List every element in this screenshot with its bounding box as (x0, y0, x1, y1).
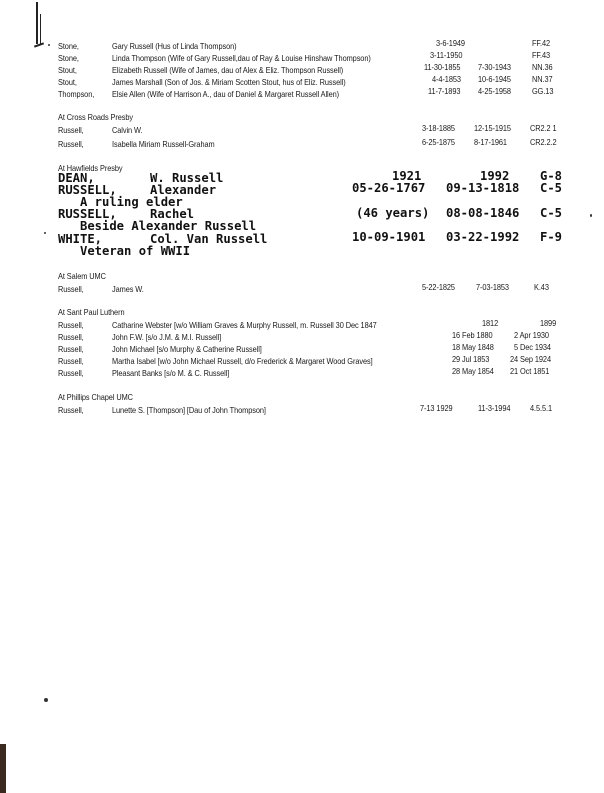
entry-died: 2 Apr 1930 (514, 330, 549, 340)
entry-text: John F.W. [s/o J.M. & M.I. Russell] (112, 332, 222, 342)
section-heading: At Salem UMC (58, 271, 106, 281)
entry-died: 4-25-1958 (478, 86, 511, 96)
entry-surname: RUSSELL, (58, 183, 117, 197)
entry-born: 6-25-1875 (422, 137, 455, 147)
entry-location: F-9 (540, 230, 563, 244)
entry-died: 8-17-1961 (474, 137, 507, 147)
scan-speck (44, 698, 48, 702)
entry-note: Veteran of WWII (80, 244, 191, 258)
entry-born: 10-09-1901 (352, 230, 426, 244)
entry-given-name: W. Russell (150, 171, 224, 185)
entry-born: 3-18-1885 (422, 123, 455, 133)
entry-text: Martha Isabel [w/o John Michael Russell, d/o Frederick & Margaret Wood Graves] (112, 356, 373, 366)
entry-text: James W. (112, 284, 144, 294)
entry-died: 21 Oct 1851 (510, 366, 550, 376)
entry-surname: Stone, (58, 53, 79, 63)
entry-surname: Russell, (58, 356, 84, 366)
entry-note: Beside Alexander Russell (80, 219, 257, 233)
scan-mark (40, 14, 41, 44)
entry-location: 4.5.5.1 (530, 403, 553, 413)
entry-born: 28 May 1854 (452, 366, 494, 376)
entry-text: James Marshall (Son of Jos. & Miriam Scotten Stout, hus of Eliz. Russell) (112, 77, 346, 87)
entry-text: John Michael [s/o Murphy & Catherine Russell] (112, 344, 262, 354)
entry-surname: Russell, (58, 332, 84, 342)
entry-born: 29 Jul 1853 (452, 354, 490, 364)
scan-speck (590, 214, 592, 217)
entry-died: 11-3-1994 (478, 403, 511, 413)
entry-surname: Russell, (58, 368, 84, 378)
entry-surname: Russell, (58, 405, 84, 415)
entry-died: 24 Sep 1924 (510, 354, 551, 364)
scan-mark (36, 2, 38, 44)
entry-location: FF.43 (532, 50, 551, 60)
entry-text: Isabella Miriam Russell-Graham (112, 139, 215, 149)
entry-given-name: Alexander (150, 183, 217, 197)
entry-born: 5-22-1825 (422, 282, 455, 292)
entry-born: 11-7-1893 (428, 86, 461, 96)
entry-text: Linda Thompson (Wife of Gary Russell,dau of Ray & Louise Hinshaw Thompson) (112, 53, 371, 63)
entry-died: 5 Dec 1934 (514, 342, 551, 352)
entry-born: 16 Feb 1880 (452, 330, 493, 340)
scan-speck (48, 44, 50, 46)
entry-note: A ruling elder (80, 195, 183, 209)
entry-location: G-8 (540, 169, 563, 183)
entry-surname: WHITE, (58, 232, 103, 246)
entry-born: 11-30-1855 (424, 62, 461, 72)
entry-text: Catharine Webster [w/o William Graves & Murphy Russell, m. Russell 30 Dec 1847 (112, 320, 377, 330)
entry-location: C-5 (540, 206, 563, 220)
entry-location: GG.13 (532, 86, 554, 96)
entry-surname: Stout, (58, 77, 77, 87)
entry-location: FF.42 (532, 38, 551, 48)
entry-died: 09-13-1818 (446, 181, 520, 195)
entry-died: 08-08-1846 (446, 206, 520, 220)
section-heading: At Sant Paul Luthern (58, 307, 125, 317)
entry-born: 3-11-1950 (430, 50, 463, 60)
entry-died: 7-30-1943 (478, 62, 511, 72)
entry-surname: DEAN, (58, 171, 95, 185)
entry-born: 1921 (392, 169, 422, 183)
entry-location: CR2.2.2 (530, 137, 557, 147)
entry-died: 1992 (480, 169, 510, 183)
entry-surname: Russell, (58, 320, 84, 330)
entry-age: (46 years) (356, 206, 430, 220)
entry-location: C-5 (540, 181, 563, 195)
entry-born: 05-26-1767 (352, 181, 426, 195)
entry-died: 7-03-1853 (476, 282, 509, 292)
entry-born: 18 May 1848 (452, 342, 494, 352)
entry-born: 1812 (482, 318, 499, 328)
entry-given-name: Rachel (150, 207, 195, 221)
entry-text: Gary Russell (Hus of Linda Thompson) (112, 41, 237, 51)
entry-text: Elsie Allen (Wife of Harrison A., dau of Daniel & Margaret Russell Allen) (112, 89, 340, 99)
scan-speck (44, 232, 46, 234)
entry-text: Lunette S. [Thompson] [Dau of John Thompson] (112, 405, 266, 415)
entry-text: Elizabeth Russell (Wife of James, dau of Alex & Eliz. Thompson Russell) (112, 65, 344, 75)
entry-born: 4-4-1853 (432, 74, 461, 84)
scan-edge (0, 744, 6, 793)
entry-surname: Russell, (58, 125, 84, 135)
section-heading: At Cross Roads Presby (58, 112, 134, 122)
entry-died: 03-22-1992 (446, 230, 520, 244)
entry-surname: Russell, (58, 139, 84, 149)
entry-location: K.43 (534, 282, 549, 292)
entry-surname: Russell, (58, 284, 84, 294)
entry-location: NN.36 (532, 62, 553, 72)
entry-born: 3-6-1949 (436, 38, 465, 48)
entry-surname: Russell, (58, 344, 84, 354)
section-heading: At Hawfields Presby (58, 163, 123, 173)
entry-location: CR2.2 1 (530, 123, 557, 133)
entry-surname: Stout, (58, 65, 77, 75)
entry-text: Calvin W. (112, 125, 143, 135)
entry-surname: Thompson, (58, 89, 95, 99)
entry-text: Pleasant Banks [s/o M. & C. Russell] (112, 368, 230, 378)
entry-surname: Stone, (58, 41, 79, 51)
entry-died: 12-15-1915 (474, 123, 511, 133)
section-heading: At Phillips Chapel UMC (58, 392, 133, 402)
entry-surname: RUSSELL, (58, 207, 117, 221)
entry-given-name: Col. Van Russell (150, 232, 268, 246)
entry-died: 10-6-1945 (478, 74, 511, 84)
entry-location: NN.37 (532, 74, 553, 84)
entry-born: 7-13 1929 (420, 403, 453, 413)
entry-died: 1899 (540, 318, 557, 328)
